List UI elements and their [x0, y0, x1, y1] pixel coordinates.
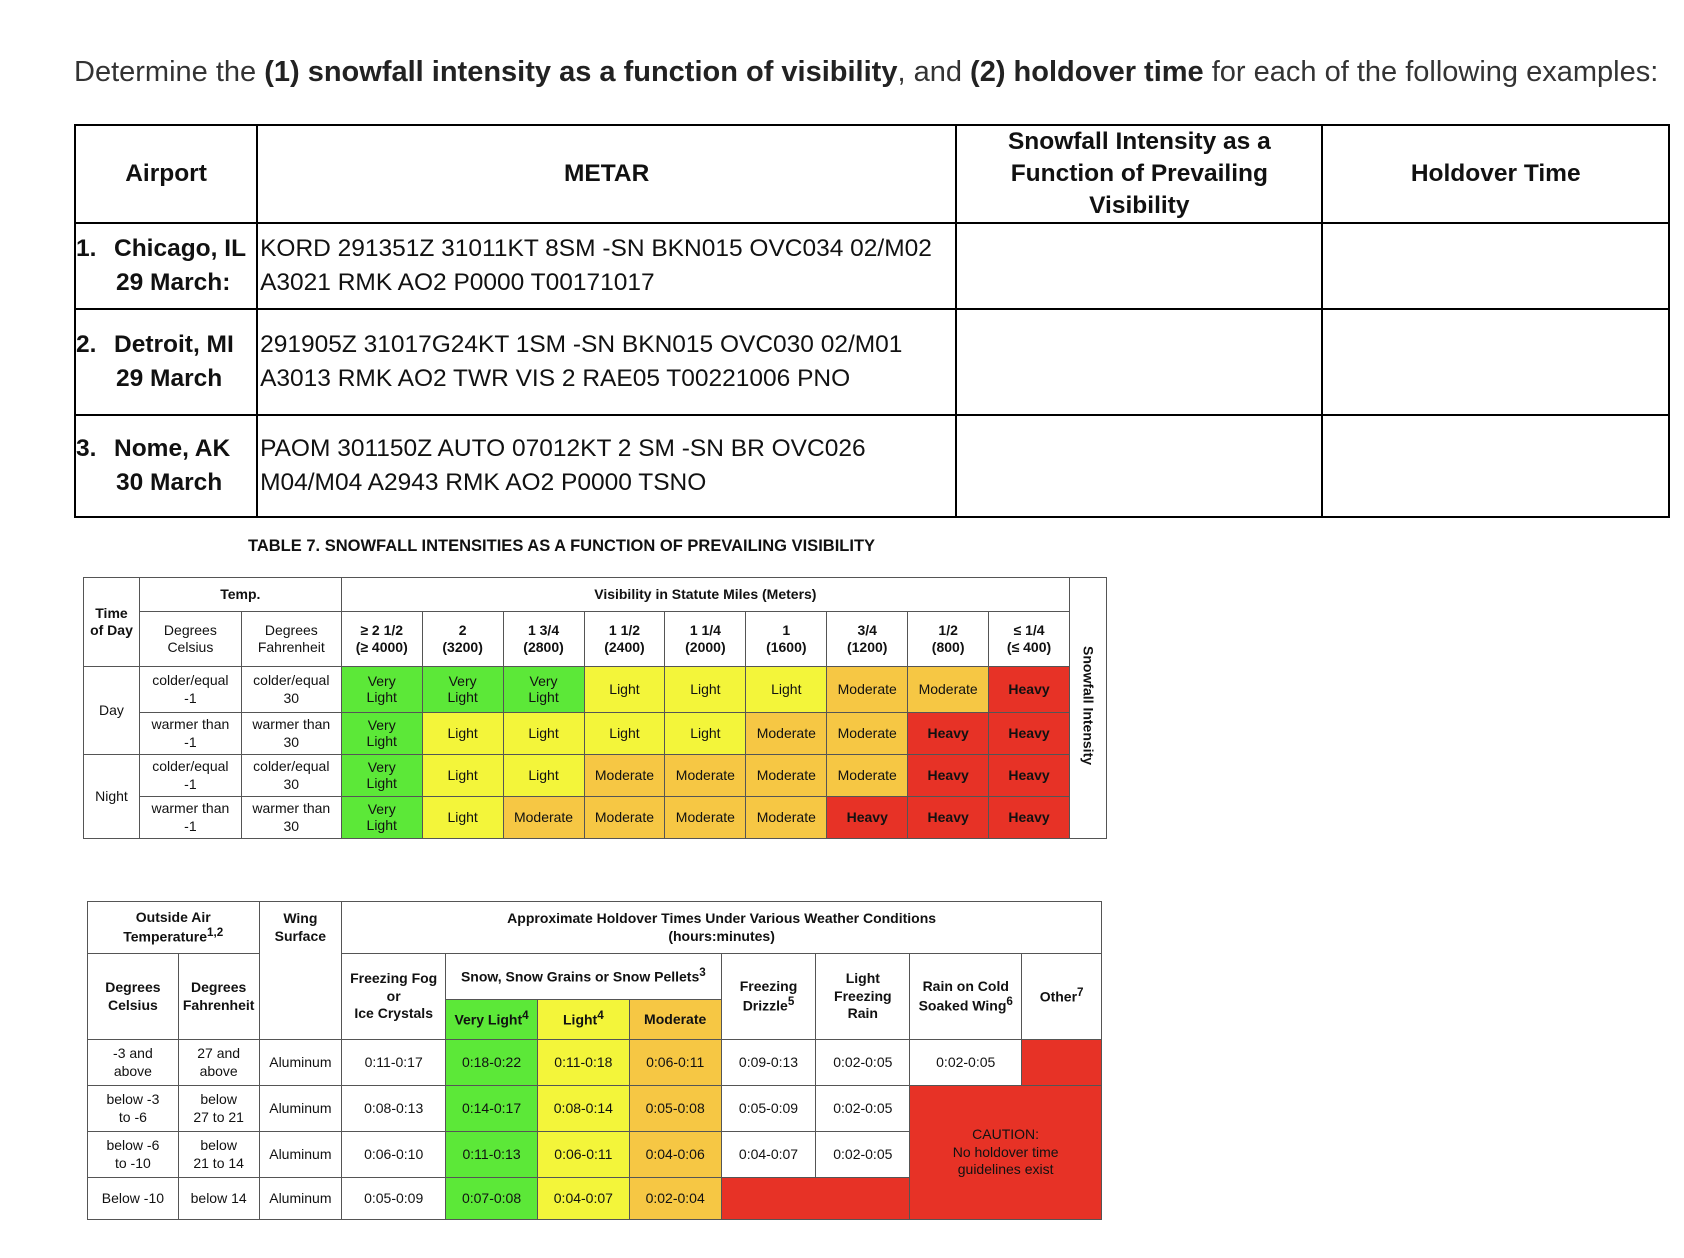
- holdover-times-table: [87, 901, 1102, 1220]
- holdover-answer-input[interactable]: [1322, 223, 1669, 309]
- holdover-answer-input[interactable]: [1322, 415, 1669, 517]
- exercise-table: [74, 124, 1670, 518]
- hot-f-cell: below 14: [178, 1178, 259, 1220]
- intensity-cell: Moderate: [746, 755, 827, 797]
- deg-c-header: Degrees Celsius: [139, 612, 241, 667]
- intensity-cell: Heavy: [989, 755, 1070, 797]
- hot-f-cell: 27 and above: [178, 1040, 259, 1086]
- lfzra-header: Light Freezing Rain: [816, 954, 910, 1040]
- col-airport: Airport: [75, 125, 257, 223]
- intensity-answer-input[interactable]: [956, 415, 1322, 517]
- light-header: Light$^4$: [537, 1000, 629, 1040]
- visibility-col-1: 2 (3200): [422, 612, 503, 667]
- moderate-header: Moderate: [629, 1000, 721, 1040]
- table-row: [84, 667, 1107, 713]
- visibility-header: Visibility in Statute Miles (Meters): [341, 578, 1069, 612]
- vl-cell: 0:11-0:13: [446, 1132, 538, 1178]
- airport-cell: 1. Chicago, IL 29 March:: [75, 223, 257, 309]
- l-cell: 0:11-0:18: [537, 1040, 629, 1086]
- fzdz-cell: 0:05-0:09: [721, 1086, 816, 1132]
- metar-cell: 291905Z 31017G24KT 1SM -SN BKN015 OVC030 02/M01 A3013 RMK AO2 TWR VIS 2 RAE05 T00221006 PNO: [257, 309, 956, 415]
- l-cell: 0:08-0:14: [537, 1086, 629, 1132]
- airport-cell: 3. Nome, AK 30 March: [75, 415, 257, 517]
- wing-cell: Aluminum: [259, 1178, 342, 1220]
- visibility-col-2: 1 3/4 (2800): [503, 612, 584, 667]
- vl-cell: 0:14-0:17: [446, 1086, 538, 1132]
- col-metar: METAR: [257, 125, 956, 223]
- intensity-cell: Light: [503, 755, 584, 797]
- intensity-cell: Light: [503, 713, 584, 755]
- hot-f-cell: below 21 to 14: [178, 1132, 259, 1178]
- hot-c-cell: Below -10: [88, 1178, 179, 1220]
- intensity-cell: Moderate: [746, 797, 827, 839]
- m-cell: 0:02-0:04: [629, 1178, 721, 1220]
- celsius-cell: warmer than -1: [139, 797, 241, 839]
- intensity-cell: Moderate: [827, 755, 908, 797]
- wing-cell: Aluminum: [259, 1132, 342, 1178]
- intensity-answer-input[interactable]: [956, 223, 1322, 309]
- celsius-cell: warmer than -1: [139, 713, 241, 755]
- visibility-col-7: 1/2 (800): [908, 612, 989, 667]
- snow-header: Snow, Snow Grains or Snow Pellets$^3$: [446, 954, 721, 1000]
- holdover-answer-input[interactable]: [1322, 309, 1669, 415]
- intensity-cell: Very Light: [341, 797, 422, 839]
- prompt-bold-1: (1) snowfall intensity as a function of visibility: [264, 56, 898, 88]
- celsius-cell: colder/equal -1: [139, 755, 241, 797]
- fahrenheit-cell: warmer than 30: [241, 713, 341, 755]
- lfzra-cell: 0:02-0:05: [816, 1086, 910, 1132]
- intensity-cell: Heavy: [908, 713, 989, 755]
- side-label: Snowfall Intensity: [1080, 646, 1097, 766]
- intensity-cell: Moderate: [503, 797, 584, 839]
- intensity-cell: Heavy: [908, 797, 989, 839]
- intensity-cell: Moderate: [827, 713, 908, 755]
- intensity-cell: Heavy: [989, 713, 1070, 755]
- intensity-cell: Moderate: [584, 755, 665, 797]
- table-row: [84, 797, 1107, 839]
- intensity-cell: Light: [746, 667, 827, 713]
- metar-cell: KORD 291351Z 31011KT 8SM -SN BKN015 OVC034 02/M02 A3021 RMK AO2 P0000 T00171017: [257, 223, 956, 309]
- table-row: [84, 755, 1107, 797]
- wing-cell: Aluminum: [259, 1086, 342, 1132]
- m-cell: 0:05-0:08: [629, 1086, 721, 1132]
- vl-cell: 0:18-0:22: [446, 1040, 538, 1086]
- col-holdover: Holdover Time: [1322, 125, 1669, 223]
- celsius-cell: colder/equal -1: [139, 667, 241, 713]
- intensity-cell: Moderate: [665, 797, 746, 839]
- table7-title: TABLE 7. SNOWFALL INTENSITIES AS A FUNCTION OF PREVAILING VISIBILITY: [248, 537, 876, 555]
- visibility-col-4: 1 1/4 (2000): [665, 612, 746, 667]
- prompt-bold-2: (2) holdover time: [970, 56, 1204, 88]
- intensity-cell: Moderate: [908, 667, 989, 713]
- hot-f-cell: below 27 to 21: [178, 1086, 259, 1132]
- wing-cell: Aluminum: [259, 1040, 342, 1086]
- oat-header: Outside Air Temperature$^{1,2}$: [88, 902, 260, 954]
- table-row: [75, 223, 1669, 309]
- time-of-day-cell: Night: [84, 755, 140, 839]
- intensity-cell: Very Light: [341, 713, 422, 755]
- m-cell: 0:04-0:06: [629, 1132, 721, 1178]
- intensity-cell: Heavy: [989, 667, 1070, 713]
- hot-deg-c-header: Degrees Celsius: [88, 954, 179, 1040]
- side-label-cell: [1069, 578, 1106, 839]
- visibility-col-6: 3/4 (1200): [827, 612, 908, 667]
- intensity-cell: Very Light: [341, 755, 422, 797]
- fzdz-cell: 0:09-0:13: [721, 1040, 816, 1086]
- approx-header: Approximate Holdover Times Under Various Weather Conditions (hours:minutes): [342, 902, 1102, 954]
- intensity-cell: Moderate: [827, 667, 908, 713]
- l-cell: 0:06-0:11: [537, 1132, 629, 1178]
- table-row: [84, 713, 1107, 755]
- visibility-col-5: 1 (1600): [746, 612, 827, 667]
- intensity-cell: Moderate: [746, 713, 827, 755]
- table-row: [88, 1086, 1102, 1132]
- metar-cell: PAOM 301150Z AUTO 07012KT 2 SM -SN BR OVC026 M04/M04 A2943 RMK AO2 P0000 TSNO: [257, 415, 956, 517]
- intensity-cell: Light: [422, 797, 503, 839]
- intensity-cell: Very Light: [422, 667, 503, 713]
- table-row: [88, 1040, 1102, 1086]
- fog-header: Freezing Fog or Ice Crystals: [342, 954, 446, 1040]
- vl-cell: 0:07-0:08: [446, 1178, 538, 1220]
- intensity-cell: Very Light: [341, 667, 422, 713]
- fzdz-header: Freezing Drizzle$^5$: [721, 954, 816, 1040]
- intensity-cell: Light: [422, 755, 503, 797]
- fzdz-cell: 0:04-0:07: [721, 1132, 816, 1178]
- very-light-header: Very Light$^4$: [446, 1000, 538, 1040]
- visibility-col-8: ≤ 1/4 (≤ 400): [989, 612, 1070, 667]
- time-of-day-cell: Day: [84, 667, 140, 755]
- intensity-cell: Heavy: [989, 797, 1070, 839]
- no-guideline-cell: [721, 1178, 910, 1220]
- time-of-day-header: Time of Day: [84, 578, 140, 667]
- lfzra-cell: 0:02-0:05: [816, 1040, 910, 1086]
- other-cell: [1022, 1040, 1102, 1086]
- fahrenheit-cell: colder/equal 30: [241, 667, 341, 713]
- intensity-cell: Moderate: [665, 755, 746, 797]
- intensity-answer-input[interactable]: [956, 309, 1322, 415]
- hot-c-cell: below -6 to -10: [88, 1132, 179, 1178]
- table-row: [75, 415, 1669, 517]
- table-row: [75, 309, 1669, 415]
- fahrenheit-cell: colder/equal 30: [241, 755, 341, 797]
- visibility-col-3: 1 1/2 (2400): [584, 612, 665, 667]
- intensity-cell: Light: [422, 713, 503, 755]
- fog-cell: 0:06-0:10: [342, 1132, 446, 1178]
- lfzra-cell: 0:02-0:05: [816, 1132, 910, 1178]
- l-cell: 0:04-0:07: [537, 1178, 629, 1220]
- intensity-cell: Light: [665, 667, 746, 713]
- fog-cell: 0:11-0:17: [342, 1040, 446, 1086]
- airport-cell: 2. Detroit, MI 29 March: [75, 309, 257, 415]
- intensity-cell: Very Light: [503, 667, 584, 713]
- snowfall-intensity-table: [83, 577, 1107, 839]
- intensity-cell: Heavy: [908, 755, 989, 797]
- rcsw-header: Rain on Cold Soaked Wing$^6$: [910, 954, 1022, 1040]
- intensity-cell: Moderate: [584, 797, 665, 839]
- caution-cell: CAUTION: No holdover time guidelines exist: [910, 1086, 1102, 1220]
- hot-deg-f-header: Degrees Fahrenheit: [178, 954, 259, 1040]
- intensity-cell: Light: [584, 667, 665, 713]
- fog-cell: 0:05-0:09: [342, 1178, 446, 1220]
- wing-header: Wing Surface: [259, 902, 342, 1040]
- fahrenheit-cell: warmer than 30: [241, 797, 341, 839]
- intensity-cell: Light: [584, 713, 665, 755]
- col-intensity: Snowfall Intensity as a Function of Prevailing Visibility: [956, 125, 1322, 223]
- visibility-col-0: ≥ 2 1/2 (≥ 4000): [341, 612, 422, 667]
- rcsw-cell: 0:02-0:05: [910, 1040, 1022, 1086]
- temp-header: Temp.: [139, 578, 341, 612]
- deg-f-header: Degrees Fahrenheit: [241, 612, 341, 667]
- hot-c-cell: below -3 to -6: [88, 1086, 179, 1132]
- other-header: Other$^7$: [1022, 954, 1102, 1040]
- intensity-cell: Heavy: [827, 797, 908, 839]
- intensity-cell: Light: [665, 713, 746, 755]
- m-cell: 0:06-0:11: [629, 1040, 721, 1086]
- fog-cell: 0:08-0:13: [342, 1086, 446, 1132]
- hot-c-cell: -3 and above: [88, 1040, 179, 1086]
- question-prompt: Determine the (1) snowfall intensity as a function of visibility, and (2) holdover time for each of the following examples:: [74, 56, 1659, 88]
